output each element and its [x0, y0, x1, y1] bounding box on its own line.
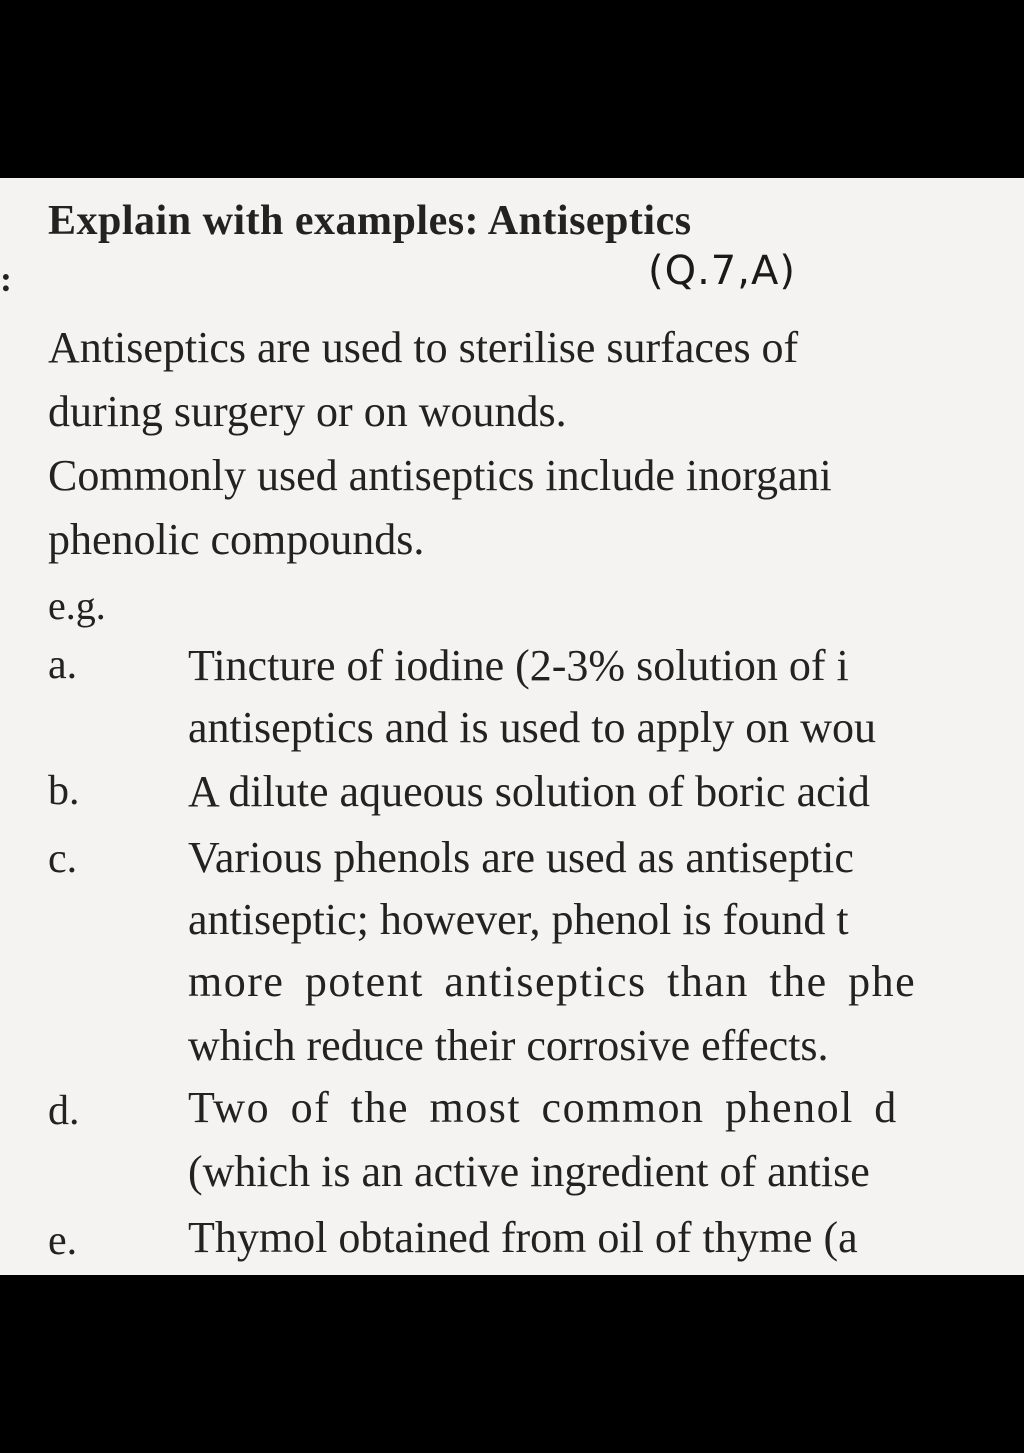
item-d-label: d. [48, 1088, 80, 1134]
paragraph1-line1: Antiseptics are used to sterilise surfaces of [48, 323, 799, 372]
item-c-label: c. [48, 836, 78, 882]
page-heading: Explain with examples: Antiseptics [48, 198, 692, 244]
handwritten-question-note: (Q.7,A) [648, 248, 796, 294]
paragraph2-line1: Commonly used antiseptics include inorgani [48, 451, 832, 500]
item-c-line2: antiseptic; however, phenol is found t [188, 895, 849, 944]
item-d-line1: Two of the most common phenol d [188, 1083, 898, 1132]
eg-label: e.g. [48, 583, 106, 628]
top-letterbox-bar [0, 0, 1024, 178]
item-a-label: a. [48, 642, 78, 688]
item-c-line1: Various phenols are used as antiseptic [188, 833, 854, 882]
item-c-line3: more potent antiseptics than the phe [188, 957, 917, 1006]
item-c-line4: which reduce their corrosive effects. [188, 1021, 829, 1070]
paragraph2-line2: phenolic compounds. [48, 515, 425, 564]
item-a-line1: Tincture of iodine (2-3% solution of i [188, 641, 849, 690]
item-d-line2: (which is an active ingredient of antise [188, 1147, 870, 1196]
item-b-line1: A dilute aqueous solution of boric acid [188, 767, 870, 816]
paragraph1-line2: during surgery or on wounds. [48, 387, 567, 436]
margin-mark: : [0, 259, 12, 299]
item-e-line1: Thymol obtained from oil of thyme (a [188, 1213, 858, 1262]
bottom-letterbox-bar [0, 1275, 1024, 1453]
item-e-label: e. [48, 1218, 78, 1264]
item-b-label: b. [48, 768, 80, 814]
item-a-line2: antiseptics and is used to apply on wou [188, 703, 877, 752]
document-page [0, 178, 1024, 1275]
